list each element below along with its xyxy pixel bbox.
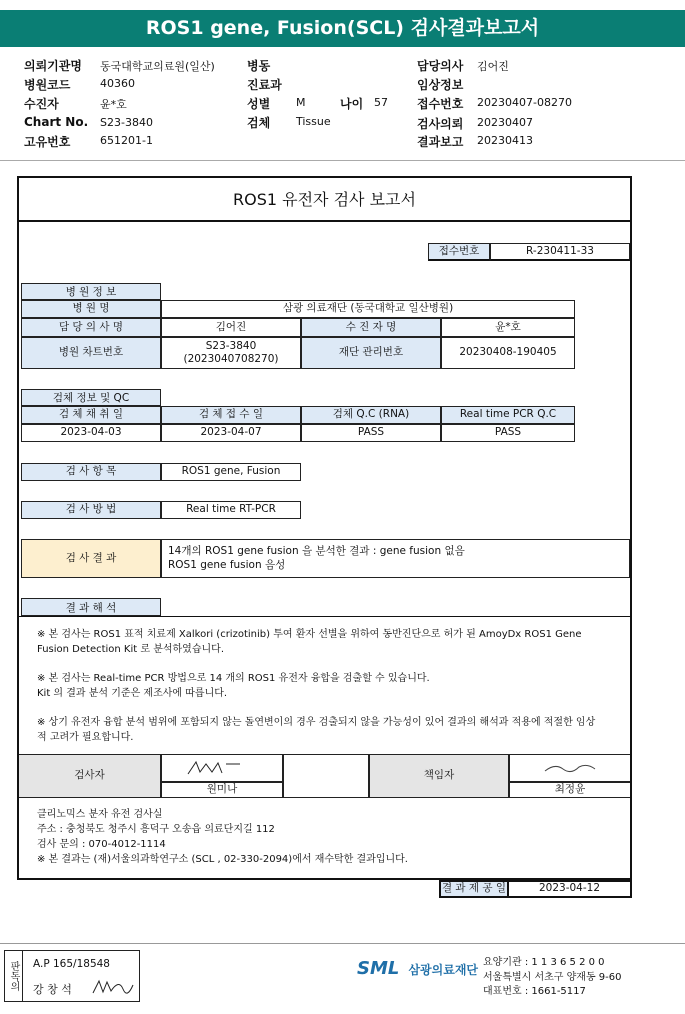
label-doctor: 담당의사: [417, 59, 464, 73]
logo-text: SML: [357, 958, 400, 979]
receipt-value: R-230411-33: [490, 243, 630, 261]
receipt-label: 접수번호: [428, 243, 490, 261]
chart-value-2: (2023040708270): [183, 353, 279, 365]
value-report-date: 20230413: [477, 134, 533, 147]
value-age: 57: [374, 96, 388, 109]
label-dept: 진료과: [247, 78, 282, 92]
label-chart: Chart No.: [24, 115, 89, 129]
patient-value: 윤*호: [441, 318, 575, 337]
doctor-value: 김어진: [161, 318, 301, 337]
org-address: 서울특별시 서초구 양재동 9-60: [483, 971, 622, 983]
hospital-section: 병 원 정 보: [21, 283, 161, 300]
result-line-1: 14개의 ROS1 gene fusion 을 분석한 결과 : gene fusion 없음: [168, 545, 465, 558]
foundation-value: 20230408-190405: [441, 337, 575, 369]
chart-value-1: S23-3840: [205, 339, 257, 352]
test-method-value: Real time RT-PCR: [161, 501, 301, 519]
footer-divider: [0, 943, 685, 944]
date-value: 2023-04-12: [509, 880, 632, 898]
label-accession: 접수번호: [417, 97, 464, 111]
test-item-value: ROS1 gene, Fusion: [161, 463, 301, 481]
label-request: 검사의뢰: [417, 117, 464, 131]
responsible-signature-icon: [535, 759, 605, 777]
examiner-label: 검사자: [19, 754, 161, 798]
test-method-label: 검 사 방 법: [21, 501, 161, 519]
examiner-name: 원미나: [161, 782, 283, 798]
label-clinical: 임상정보: [417, 78, 464, 92]
value-accession: 20230407-08270: [477, 96, 572, 109]
patient-label: 수 진 자 명: [301, 318, 441, 337]
ap-number: A.P 165/18548: [33, 958, 110, 970]
value-request: 20230407: [477, 116, 533, 129]
hospital-name-value: 삼광 의료재단 (동국대학교 일산병원): [161, 300, 575, 318]
label-ward: 병동: [247, 59, 271, 73]
value-hospital-code: 40360: [100, 77, 135, 90]
responsible-label: 책임자: [369, 754, 509, 798]
label-patient: 수진자: [24, 97, 59, 111]
interp-2b: Kit 의 결과 분석 기준은 제조사에 따릅니다.: [37, 688, 228, 699]
lab-line-3: 검사 문의 : 070-4012-1114: [37, 839, 166, 850]
label-unique-no: 고유번호: [24, 135, 71, 149]
interp-3b: 적 고려가 필요합니다.: [37, 732, 134, 743]
org-code: 요양기관 : 1 1 3 6 5 2 0 0: [483, 957, 605, 968]
pathologist-name: 강 창 석: [33, 983, 72, 996]
spec-h0: 검 체 채 취 일: [21, 406, 161, 424]
label-institution: 의뢰기관명: [24, 59, 82, 73]
value-patient: 윤*호: [100, 98, 127, 111]
blank-cell: [283, 754, 369, 798]
specimen-section: 검체 정보 및 QC: [21, 389, 161, 406]
pathologist-side-label: 판독의: [5, 951, 23, 1001]
examiner-signature: [161, 754, 283, 782]
hospital-name-label: 병 원 명: [21, 300, 161, 318]
responsible-name: 최정윤: [509, 782, 630, 798]
examiner-signature-icon: [182, 758, 262, 778]
label-sex: 성별: [247, 97, 271, 111]
test-item-label: 검 사 항 목: [21, 463, 161, 481]
lab-line-4: ※ 본 결과는 (재)서울의과학연구소 (SCL , 02-330-2094)에서 재수탁한 결과입니다.: [37, 854, 408, 865]
interp-1b: Fusion Detection Kit 로 분석하였습니다.: [37, 644, 224, 655]
interp-divider: [19, 616, 630, 617]
value-chart: S23-3840: [100, 116, 153, 129]
chart-value: [161, 337, 301, 369]
spec-v3: PASS: [441, 424, 575, 442]
value-sex: M: [296, 96, 306, 109]
label-age: 나이: [340, 97, 364, 111]
lab-line-1: 클리노믹스 분자 유전 검사실: [37, 809, 163, 820]
spec-h1: 검 체 접 수 일: [161, 406, 301, 424]
responsible-signature: [509, 754, 630, 782]
date-label: 결 과 제 공 일: [439, 880, 509, 898]
spec-h3: Real time PCR Q.C: [441, 406, 575, 424]
label-specimen: 검체: [247, 116, 271, 130]
spec-v0: 2023-04-03: [21, 424, 161, 442]
org-phone: 대표번호 : 1661-5117: [483, 986, 586, 997]
interp-3a: ※ 상기 유전자 융합 분석 범위에 포함되지 않는 돌연변이의 경우 검출되지 않을 가능성이 있어 결과의 해석과 적용에 적절한 임상: [37, 717, 596, 728]
org-name: 삼광의료재단: [408, 963, 479, 977]
org-info: [483, 956, 622, 1000]
interp-label: 결 과 해 석: [21, 598, 161, 616]
pathologist-box: [4, 950, 140, 1002]
result-value: [161, 539, 630, 578]
chart-label: 병원 차트번호: [21, 337, 161, 369]
result-label: 검 사 결 과: [21, 539, 161, 578]
interp-2a: ※ 본 검사는 Real-time PCR 방법으로 14 개의 ROS1 유전자 융합을 검출할 수 있습니다.: [37, 673, 430, 684]
label-hospital-code: 병원코드: [24, 78, 71, 92]
foundation-label: 재단 관리번호: [301, 337, 441, 369]
report-box: [17, 176, 632, 880]
value-doctor: 김어진: [477, 60, 509, 73]
spec-h2: 검체 Q.C (RNA): [301, 406, 441, 424]
value-institution: 동국대학교의료원(일산): [100, 60, 215, 73]
value-unique-no: 651201-1: [100, 134, 153, 147]
spec-v1: 2023-04-07: [161, 424, 301, 442]
divider: [0, 160, 685, 161]
lab-line-2: 주소 : 충청북도 청주시 흥덕구 오송읍 의료단지길 112: [37, 824, 275, 835]
interp-1a: ※ 본 검사는 ROS1 표적 치료제 Xalkori (crizotinib) 투여 환자 선별을 위하여 동반진단으로 허가 된 AmoyDx ROS1 Gene: [37, 629, 582, 640]
doctor-label: 담 당 의 사 명: [21, 318, 161, 337]
label-report-date: 결과보고: [417, 135, 464, 149]
page-title: ROS1 gene, Fusion(SCL) 검사결과보고서: [0, 10, 685, 47]
result-line-2: ROS1 gene fusion 음성: [168, 558, 286, 571]
interpretation-text: [37, 627, 627, 745]
spec-v2: PASS: [301, 424, 441, 442]
sml-logo: [357, 958, 478, 979]
report-title: ROS1 유전자 검사 보고서: [19, 178, 630, 222]
lab-info: [37, 807, 627, 867]
pathologist-signature-icon: [91, 977, 135, 997]
value-specimen: Tissue: [296, 115, 331, 128]
